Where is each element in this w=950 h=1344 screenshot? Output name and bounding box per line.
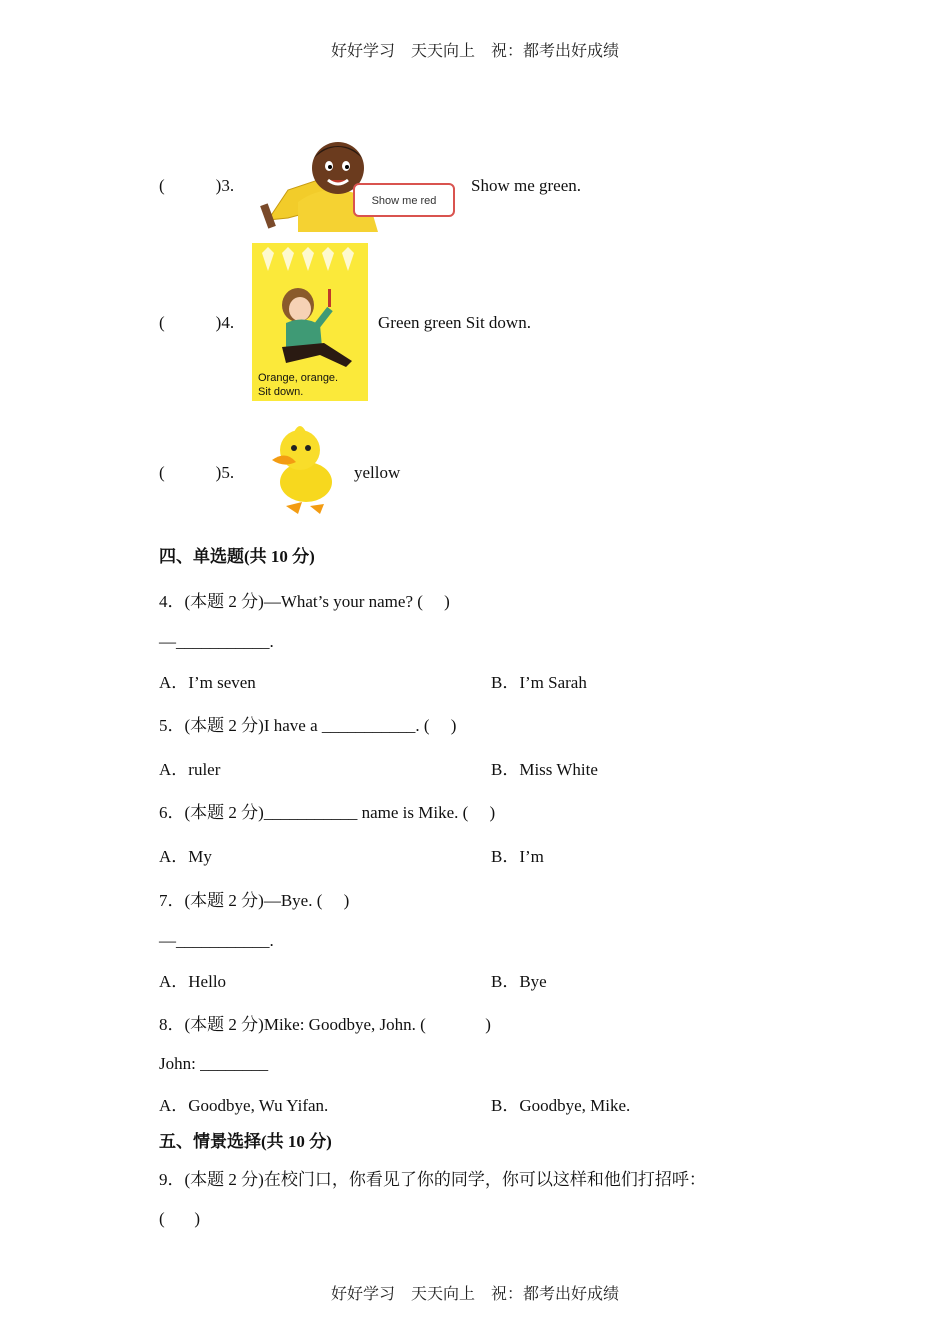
- q5-stem: 5．(本题 2 分)I have a ___________. ( ): [159, 716, 457, 735]
- picture-caption-line1: Orange, orange.: [258, 372, 339, 384]
- q4-answer-line: —___________.: [159, 632, 274, 651]
- q8-stem: 8．(本题 2 分)Mike: Goodbye, John. ( ): [159, 1015, 491, 1034]
- q7-answer-line: —___________.: [159, 931, 274, 950]
- matching-4-sentence: Green green Sit down.: [378, 313, 531, 332]
- matching-3-prefix: ( )3.: [159, 176, 235, 195]
- girl-sitting-illustration: [252, 243, 368, 401]
- page-header: 好好学习 天天向上 祝：都考出好成绩: [330, 43, 619, 60]
- section4-title: 四、单选题(共 10 分): [159, 547, 315, 566]
- page-footer: 好好学习 天天向上 祝：都考出好成绩: [330, 1286, 619, 1303]
- q6-stem: 6．(本题 2 分)___________ name is Mike. ( ): [159, 803, 496, 822]
- q6-option-b: B．I’m: [491, 847, 544, 866]
- q7-option-a: A．Hello: [159, 972, 227, 991]
- q7-stem: 7．(本题 2 分)—Bye. ( ): [159, 891, 350, 910]
- section5-title: 五、情景选择(共 10 分): [159, 1132, 332, 1151]
- q9-stem: 9．(本题 2 分)在校门口，你看见了你的同学，你可以这样和他们打招呼：: [159, 1170, 706, 1189]
- q8-option-b: B．Goodbye, Mike.: [491, 1096, 631, 1115]
- q8-option-a: A．Goodbye, Wu Yifan.: [159, 1096, 329, 1115]
- q7-option-b: B．Bye: [491, 972, 547, 991]
- q8-answer-line: John: ________: [159, 1054, 269, 1073]
- matching-3-sentence: Show me green.: [471, 176, 582, 195]
- matching-5-prefix: ( )5.: [159, 463, 235, 482]
- q9-answer-blank: ( ): [159, 1209, 201, 1228]
- matching-4-prefix: ( )4.: [159, 313, 235, 332]
- q4-stem: 4．(本题 2 分)—What’s your name? ( ): [159, 592, 450, 611]
- boy-pointing-illustration: [258, 140, 463, 232]
- yellow-duck-illustration: [262, 420, 342, 518]
- q5-option-b: B．Miss White: [491, 760, 598, 779]
- q6-option-a: A．My: [159, 847, 212, 866]
- q4-option-a: A．I’m seven: [159, 673, 256, 692]
- q4-option-b: B．I’m Sarah: [491, 673, 587, 692]
- q5-option-a: A．ruler: [159, 760, 221, 779]
- speech-bubble-text: Show me red: [371, 195, 437, 207]
- picture-caption-line2: Sit down.: [258, 386, 304, 398]
- matching-5-sentence: yellow: [354, 463, 401, 482]
